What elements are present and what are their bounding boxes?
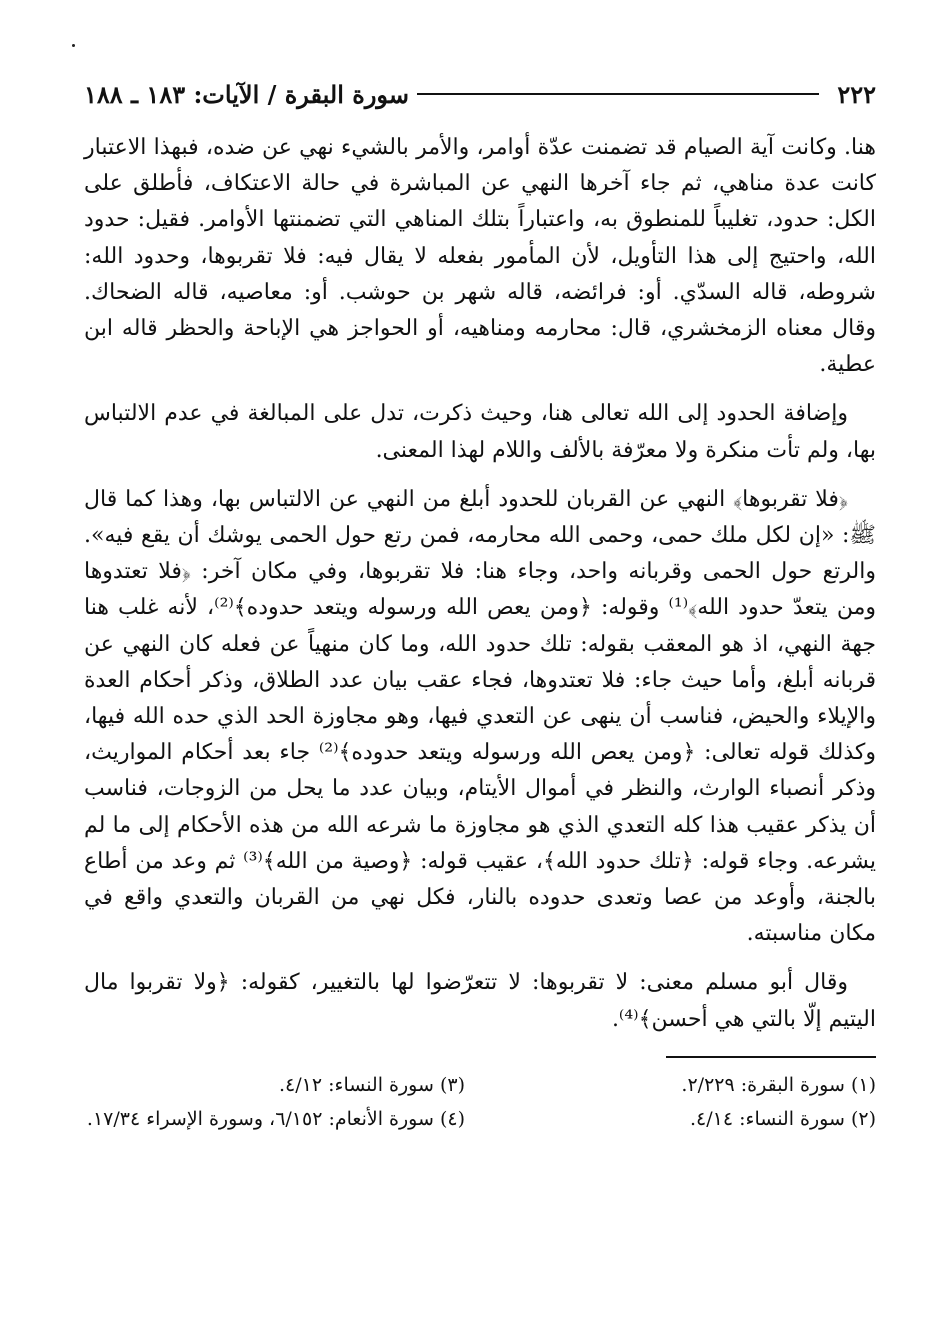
footnote: (١) سورة البقرة: ٢/٢٢٩. [681,1073,876,1096]
footnote: (٢) سورة النساء: ٤/١٤. [690,1107,876,1130]
paragraph: وإضافة الحدود إلى الله تعالى هنا، وحيث ذكرت، تدل على المبالغة في عدم الالتباس بها، ولم تأت منكرة ولا معرّفة بالألف واللام لهذا المعنى. [84,401,876,463]
footnote-rule [666,1056,876,1058]
body-text [84,130,876,1038]
paragraph: ﴿فلا تقربوها﴾ النهي عن القربان للحدود أبلغ من النهي عن الالتباس بها، وهذا كما قال ﷺ: «إن لكل ملك حمى، وحمى الله محارمه، فمن رتع حول الحمى يوشك أن يقع فيه». والرتع حول الحمى وقربانه واحد، وجاء هنا: فلا تقربوها، وفي مكان آخر: ﴿فلا تعتدوها ومن يتعدّ حدود الله﴾⁽¹⁾ وقوله: ﴿ومن يعص الله ورسوله ويتعد حدوده﴾⁽²⁾، لأنه غلب هنا جهة النهي، اذ هو المعقب بقوله: تلك حدود الله، وما كان منهياً عن فعله كان النهي عن قربانه أبلغ، وأما حيث جاء: فلا تعتدوها، فجاء عقب بيان عدد الطلاق، وذكر أحكام العدة والإيلاء والحيض، فناسب أن ينهى عن التعدي فيها، وهو مجاوزة الحد الذي حده الله فيها، وكذلك قوله تعالى: ﴿ومن يعص الله ورسوله ويتعد حدوده﴾⁽²⁾ جاء بعد أحكام المواريث، وذكر أنصباء الوارث، والنظر في أموال الأيتام، وبيان عدد ما يحل من الزوجات، فناسب أن يذكر عقيب هذا كله التعدي الذي هو مجاوزة ما شرعه الله من هذه الأحكام إلى ما لم يشرعه. وجاء قوله: ﴿تلك حدود الله﴾، عقيب قوله: ﴿وصية من الله﴾⁽³⁾ ثم وعد من أطاع بالجنة، وأوعد من عصا وتعدى حدوده بالنار، فكل نهي من القربان والتعدي واقع في مكان مناسبته. [84,486,876,947]
stray-dot [72,44,75,47]
page-number: ٢٢٢ [837,79,876,109]
footnotes [84,1070,876,1134]
document-page [84,72,876,1134]
footnote: (٤) سورة الأنعام: ٦/١٥٢، وسورة الإسراء ١٧/٣٤. [86,1107,465,1130]
paragraph: هنا. وكانت آية الصيام قد تضمنت عدّة أوامر، والأمر بالشيء نهي عن ضده، فبهذا الاعتبار كانت عدة مناهي، ثم جاء آخرها النهي عن المباشرة في حالة الاعتكاف، فأطلق على الكل: حدود، تغليباً للمنطوق به، واعتباراً بتلك المناهي التي تضمنتها الأوامر. فقيل: حدود الله، واحتيج إلى هذا التأويل، لأن المأمور بفعله لا يقال فيه: فلا تقربوها، وحدود الله: شروطه، قاله السدّي. أو: فرائضه، قاله شهر بن حوشب. أو: معاصيه، قاله الضحاك. وقال معناه الزمخشري، قال: محارمه ومناهيه، أو الحواجز هي الإباحة والحظر قاله ابن عطية. [84,135,876,378]
footnote: (٣) سورة النساء: ٤/١٢. [279,1073,465,1096]
page-header [84,72,876,116]
paragraph: وقال أبو مسلم معنى: لا تقربوها: لا تتعرّضوا لها بالتغيير، كقوله: ﴿ولا تقربوا مال اليتيم إلّا بالتي هي أحسن﴾⁽⁴⁾. [84,970,876,1032]
running-title: سورة البقرة / الآيات: ١٨٣ ـ ١٨٨ [84,79,409,109]
header-rule [417,93,819,95]
